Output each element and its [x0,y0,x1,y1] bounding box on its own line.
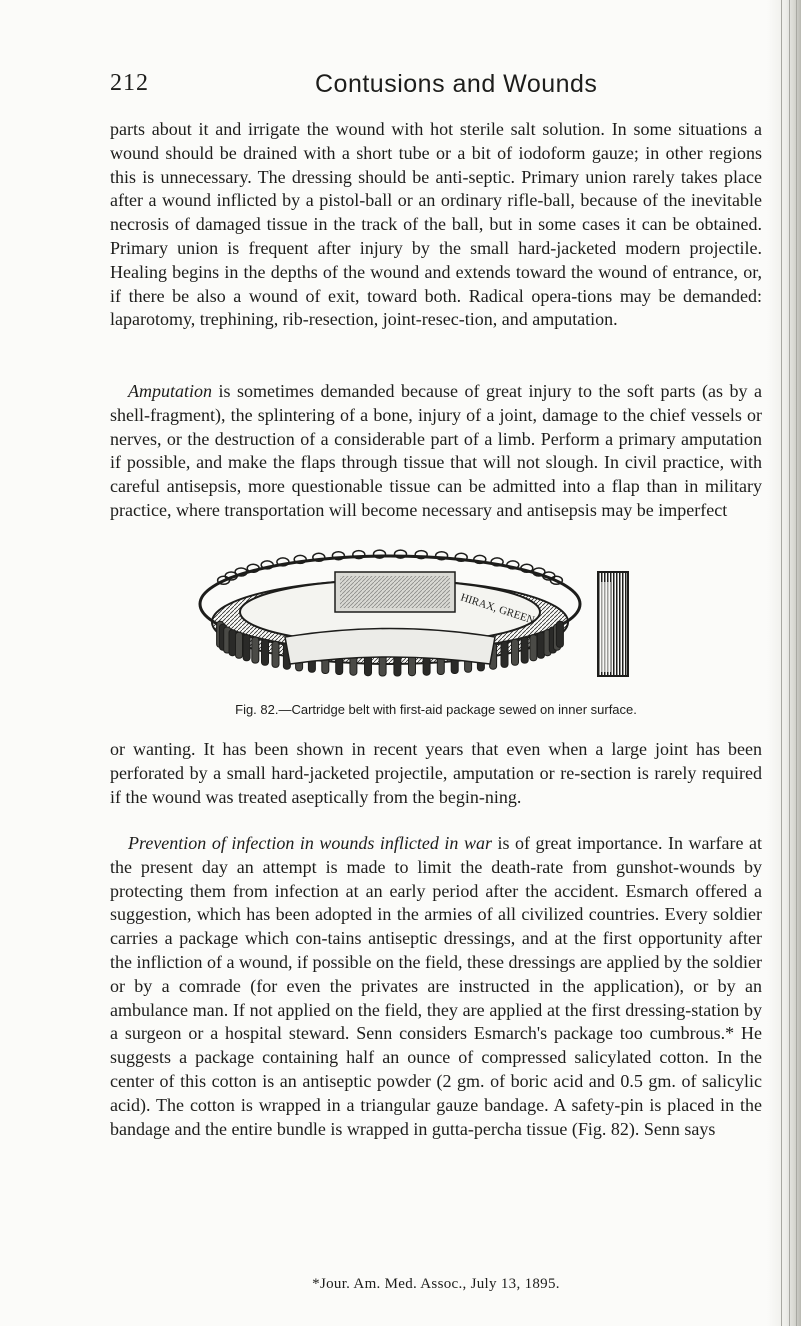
cartridge-icon [229,630,236,656]
belt-lettering: HIRAX, GREEN [459,591,537,627]
cartridge-icon [501,641,508,667]
page-fold-line [789,0,790,1326]
package-shading [340,576,450,608]
figure-cartridge-belt [190,542,660,694]
page-number: 212 [110,70,149,96]
cartridge-icon [252,637,259,663]
cartridge-icon [512,639,519,665]
paragraph-text: is sometimes demanded because of great injury to the soft parts (as by a shell-fragment), the splintering of a bone, injury of a joint, damage to the chief vessels or nerves, or the destruction of a considerable part of a limb. Perform a primary amputation if possible, and make the flaps through tissue that will not slough. In civil practice, with careful antisepsis, more questionable tissue can be admitted into a flap than in military practice, where transportation will become necessary and antisepsis may be imperfect [110,381,762,520]
italic-term: Prevention of infection in wounds inflicted in war [128,833,492,853]
cartridge-icon [530,635,537,661]
paragraph: or wanting. It has been shown in recent years that even when a large joint has been perforated by a small hard-jacketed projectile, amputation or re-section is rarely required if the wound was treated aseptically from the begin-ning. [110,739,762,807]
paragraph-amputation [110,380,762,523]
cartridge-icon [272,641,279,667]
page-header [110,70,770,110]
cartridge-icon [243,635,250,661]
running-head: Contusions and Wounds [315,70,598,98]
footnote: *Jour. Am. Med. Assoc., July 13, 1895. [312,1276,560,1292]
cartridge-icon [262,639,269,665]
page-edge [767,0,801,1326]
cartridge-icon [521,637,528,663]
paragraph: parts about it and irrigate the wound with hot sterile salt solution. In some situations a wound should be drained with a short tube or a bit of iodoform gauze; in other regions this is unnecessary. The dressing should be anti-septic. Primary union rarely takes place after a wound inflicted by a pistol-ball or an ordinary rifle-ball, because of the inevitable necrosis of damaged tissue in the track of the ball, but in some cases it can be obtained. Primary union is frequent after injury by the small hard-jacketed modern projectile. Healing begins in the depths of the wound and extends toward the wound of entrance, or, if there be also a wound of exit, toward both. Radical opera-tions may be demanded: laparotomy, trephining, rib-resection, joint-resec-tion, and amputation. [110,119,762,330]
cartridge-belt-illustration [190,542,660,694]
package-highlight [601,582,611,672]
page-fold-line [781,0,782,1326]
cartridge-icon [236,632,243,658]
paragraph-prevention [110,832,762,1141]
paragraph-text: is of great importance. In warfare at the present day an attempt is made to limit the death-rate from gunshot-wounds by protecting them from infection at an early period after the accident. Esmarch offered a suggestion, which has been adopted in the armies of all civilized countries. Every soldier carries a package which con-tains antiseptic dressings, and at the first opportunity after the infliction of a wound, if possible on the field, these dressings are applied by the soldier or by a comrade (for even the privates are instructed in the application), or by an ambulance man. If not applied on the field, they are applied at the first dressing-station by a surgeon or a hospital steward. Senn considers Esmarch's package too cumbrous.* He suggests a package containing half an ounce of compressed salicylated cotton. In the center of this cotton is an antiseptic powder (2 gm. of boric acid and 0.5 gm. of salicylic acid). The cotton is wrapped in a triangular gauze bandage. A safety-pin is placed in the bandage and the entire bundle is wrapped in gutta-percha tissue (Fig. 82). Senn says [110,833,763,1139]
italic-term: Amputation [128,381,212,401]
figure-caption: Fig. 82.—Cartridge belt with first-aid package sewed on inner surface. [235,702,637,717]
cartridge-icon [556,621,563,647]
page-fold-line [796,0,797,1326]
cartridge-icon [538,632,545,658]
